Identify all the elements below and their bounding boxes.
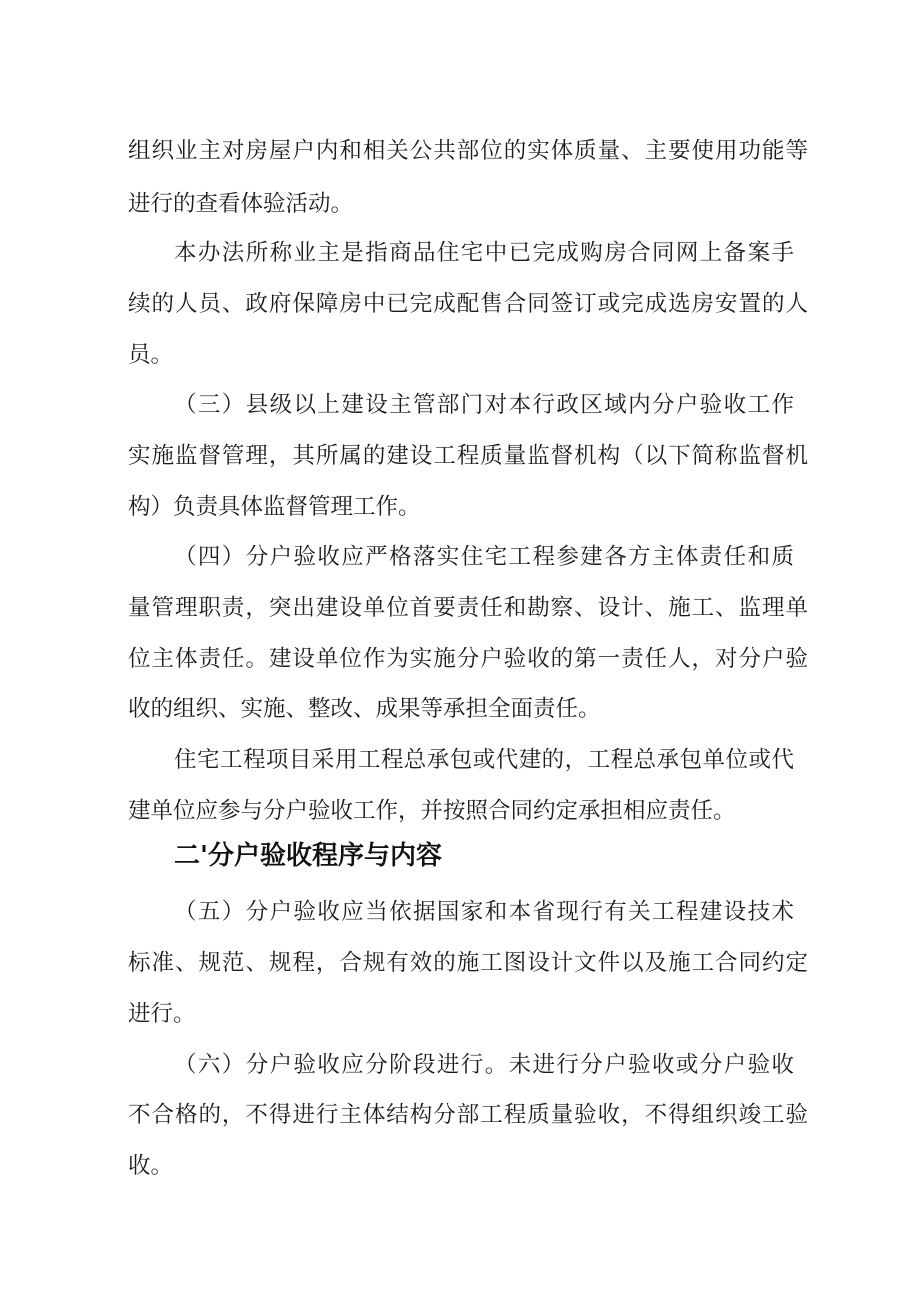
paragraph-line: （六）分户验收应分阶段进行。未进行分户验收或分户验收	[174, 1052, 794, 1078]
paragraph-line: 标准、规范、规程，合规有效的施工图设计文件以及施工合同约定	[128, 950, 808, 976]
paragraph-line: 位主体责任。建设单位作为实施分户验收的第一责任人，对分户验	[128, 646, 808, 672]
paragraph-line: 组织业主对房屋户内和相关公共部位的实体质量、主要使用功能等	[128, 138, 808, 164]
paragraph-line: （五）分户验收应当依据国家和本省现行有关工程建设技术	[174, 899, 794, 925]
paragraph-line: 实施监督管理，其所属的建设工程质量监督机构（以下简称监督机	[128, 443, 808, 469]
paragraph-line: （四）分户验收应严格落实住宅工程参建各方主体责任和质	[174, 544, 794, 570]
paragraph-line: 构）负责具体监督管理工作。	[128, 494, 421, 520]
paragraph-line: 进行的查看体验活动。	[128, 191, 354, 217]
paragraph-line: 建单位应参与分户验收工作，并按照合同约定承担相应责任。	[128, 798, 736, 824]
paragraph-line: 员。	[128, 342, 174, 368]
paragraph-line: 续的人员、政府保障房中已完成配售合同签订或完成选房安置的人	[128, 291, 808, 317]
paragraph-line: 进行。	[128, 1001, 196, 1027]
paragraph-line: （三）县级以上建设主管部门对本行政区域内分户验收工作	[174, 392, 794, 418]
paragraph-line: 收的组织、实施、整改、成果等承担全面责任。	[128, 696, 601, 722]
section-heading: 二'分户验收程序与内容	[174, 841, 442, 871]
paragraph-line: 本办法所称业主是指商品住宅中已完成购房合同网上备案手	[174, 240, 794, 266]
paragraph-line: 不合格的，不得进行主体结构分部工程质量验收，不得组织竣工验	[128, 1102, 808, 1128]
paragraph-line: 收。	[128, 1153, 174, 1179]
paragraph-line: 量管理职责，突出建设单位首要责任和勘察、设计、施工、监理单	[128, 595, 808, 621]
paragraph-line: 住宅工程项目采用工程总承包或代建的，工程总承包单位或代	[174, 747, 794, 773]
